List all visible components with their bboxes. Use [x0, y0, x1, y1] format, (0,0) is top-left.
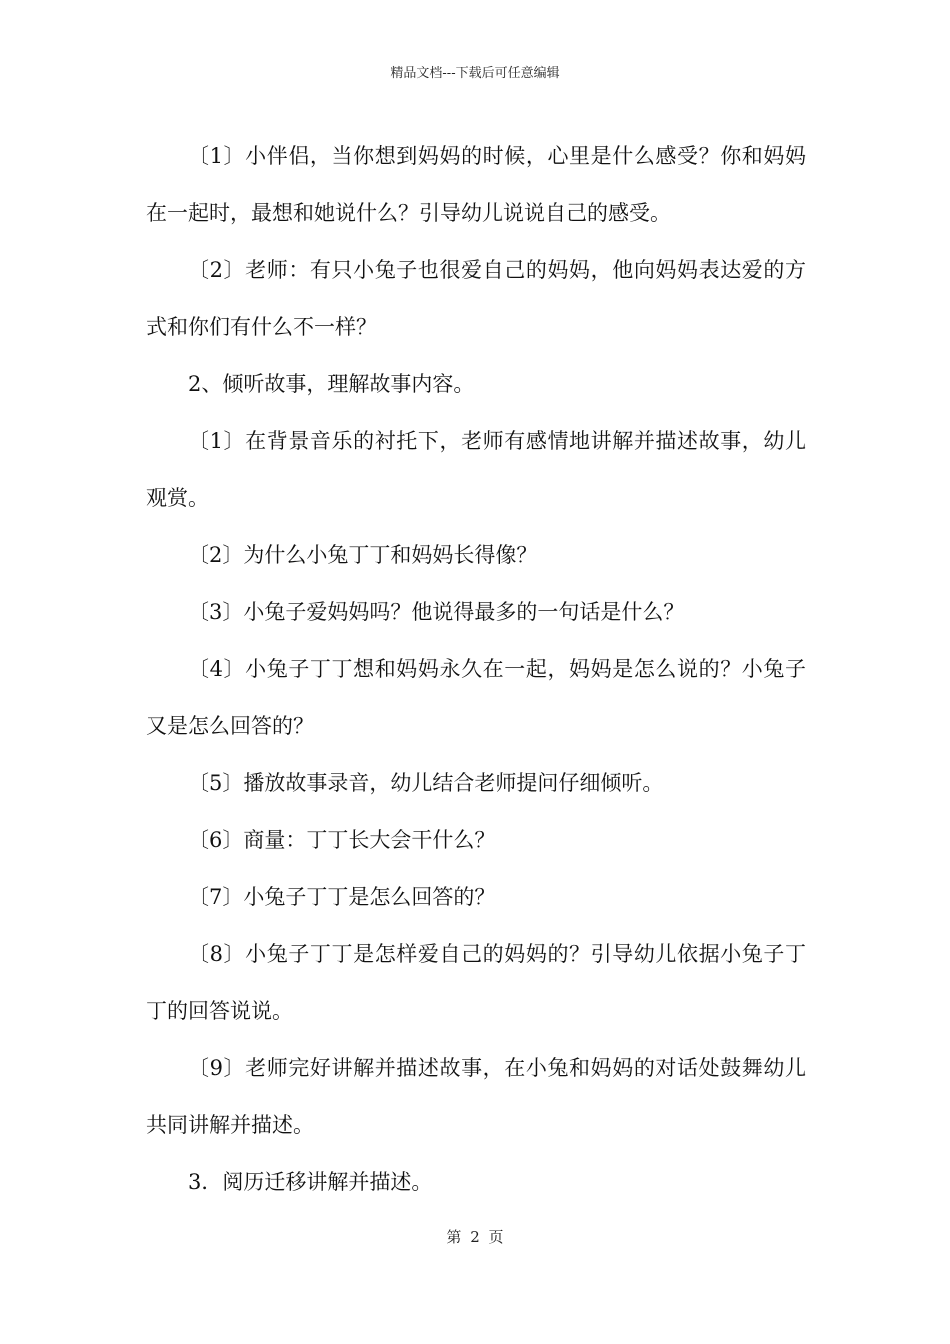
page-number: 2 — [470, 1228, 480, 1246]
page-number-suffix: 页 — [488, 1228, 504, 1246]
page-number-prefix: 第 — [446, 1228, 462, 1246]
paragraph-3: 〔1〕在背景音乐的衬托下，老师有感情地讲解并描述故事，幼儿观赏。 — [146, 429, 806, 510]
paragraph-4: 〔2〕为什么小兔丁丁和妈妈长得像？ — [188, 543, 538, 567]
paragraph-5: 〔3〕小兔子爱妈妈吗？他说得最多的一句话是什么？ — [188, 600, 685, 624]
page-footer — [0, 1228, 950, 1246]
paragraph-1: 〔1〕小伴侣，当你想到妈妈的时候，心里是什么感受？你和妈妈在一起时，最想和她说什么？引导幼儿说说自己的感受。 — [146, 144, 806, 225]
document-body — [146, 128, 806, 1211]
section-heading-3: 3．阅历迁移讲解并描述。 — [188, 1170, 433, 1194]
paragraph-2: 〔2〕老师：有只小兔子也很爱自己的妈妈，他向妈妈表达爱的方式和你们有什么不一样？ — [146, 258, 806, 339]
paragraph-11: 〔9〕老师完好讲解并描述故事，在小兔和妈妈的对话处鼓舞幼儿共同讲解并描述。 — [146, 1056, 806, 1137]
paragraph-9: 〔7〕小兔子丁丁是怎么回答的？ — [188, 885, 496, 909]
page-header: 精品文档---下载后可任意编辑 — [390, 66, 560, 81]
paragraph-10: 〔8〕小兔子丁丁是怎样爱自己的妈妈的？引导幼儿依据小兔子丁丁的回答说说。 — [146, 942, 806, 1023]
paragraph-6: 〔4〕小兔子丁丁想和妈妈永久在一起，妈妈是怎么说的？小兔子又是怎么回答的？ — [146, 657, 806, 738]
section-heading-2: 2、倾听故事，理解故事内容。 — [188, 372, 475, 396]
paragraph-7: 〔5〕播放故事录音，幼儿结合老师提问仔细倾听。 — [188, 771, 664, 795]
paragraph-8: 〔6〕商量：丁丁长大会干什么？ — [188, 828, 496, 852]
